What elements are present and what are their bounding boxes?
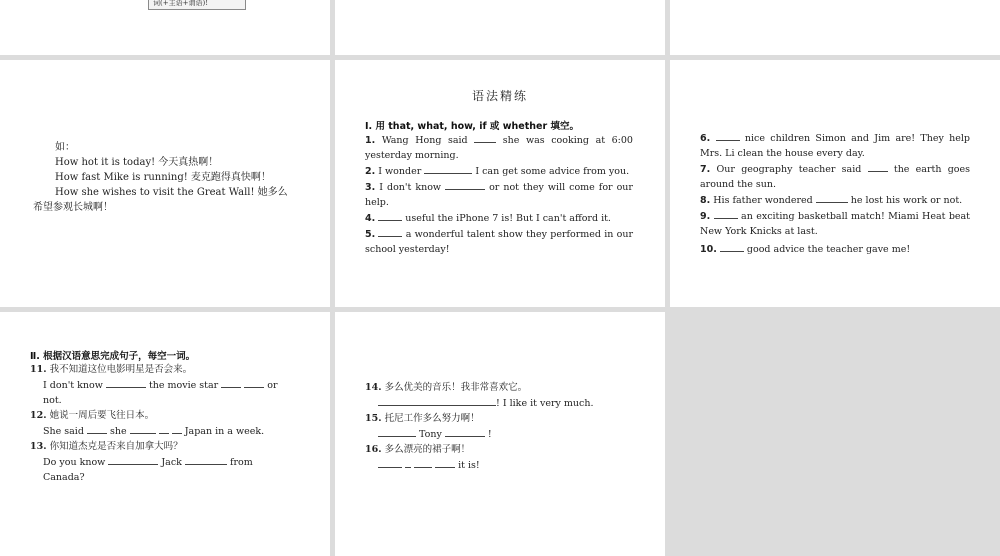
answer-blank[interactable] <box>816 192 848 203</box>
answer-blank[interactable] <box>445 426 485 437</box>
answer-blank[interactable] <box>868 161 888 172</box>
example-line-2: How fast Mike is running! 麦克跑得真快啊！ <box>55 172 271 183</box>
empty-slot <box>670 312 1000 556</box>
example-line-3: How she wishes to visit the Great Wall! 她多么 <box>55 187 288 198</box>
question-4: 4. useful the iPhone 7 is! But I can't afford it. <box>365 210 633 226</box>
answer-blank[interactable] <box>720 241 744 252</box>
question-13: 13. 你知道杰克是否来自加拿大吗？ Do you know Jack from Canada? <box>30 441 253 483</box>
tip-box <box>148 0 246 10</box>
answer-blank[interactable] <box>172 423 182 434</box>
question-7: 7. Our geography teacher said the earth goes around the sun. <box>700 161 970 192</box>
example-line-3-wrap: 希望参观长城啊！ <box>33 202 113 213</box>
question-2: 2. I wonder I can get some advice from you. <box>365 163 633 179</box>
question-list-2 <box>700 130 970 257</box>
answer-blank[interactable] <box>405 457 411 468</box>
example-line-1: How hot it is today! 今天真热啊！ <box>55 157 219 168</box>
answer-blank[interactable] <box>185 454 227 465</box>
answer-blank[interactable] <box>87 423 107 434</box>
answer-blank[interactable] <box>378 457 402 468</box>
slide-translation-1 <box>0 312 330 556</box>
answer-blank[interactable] <box>244 377 264 388</box>
answer-blank[interactable] <box>159 423 169 434</box>
answer-blank[interactable] <box>474 132 496 143</box>
question-14: 14. 多么优美的音乐！我非常喜欢它。 ! I like it very much. <box>365 382 594 409</box>
answer-blank[interactable] <box>435 457 455 468</box>
question-5: 5. a wonderful talent show they performed in our school yesterday! <box>365 226 633 257</box>
question-list-3 <box>30 362 302 485</box>
answer-blank[interactable] <box>106 377 146 388</box>
answer-blank[interactable] <box>714 208 738 219</box>
answer-blank[interactable] <box>378 426 416 437</box>
answer-blank[interactable] <box>108 454 158 465</box>
slide-practice-1 <box>335 60 665 307</box>
slide-practice-2 <box>670 60 1000 307</box>
section-2-heading: Ⅱ. 根据汉语意思完成句子，每空一词。 <box>30 351 196 362</box>
answer-blank[interactable] <box>414 457 432 468</box>
examples-intro: 如： <box>55 142 75 153</box>
answer-blank[interactable] <box>445 179 485 190</box>
answer-blank[interactable] <box>378 395 496 406</box>
page-title: 语法精练 <box>471 89 528 103</box>
question-list-4 <box>365 380 637 473</box>
question-1: 1. Wang Hong said she was cooking at 6:00 yesterday morning. <box>365 132 633 163</box>
question-8: 8. His father wondered he lost his work or not. <box>700 192 970 208</box>
answer-blank[interactable] <box>424 163 472 174</box>
question-list-1 <box>365 132 633 257</box>
answer-blank[interactable] <box>130 423 156 434</box>
answer-blank[interactable] <box>378 210 402 221</box>
slide-examples <box>0 60 330 307</box>
slide-2 <box>335 0 665 55</box>
answer-blank[interactable] <box>221 377 241 388</box>
question-11: 11. 我不知道这位电影明星是否会来。 I don't know the movie star or not. <box>30 364 278 406</box>
tip-text: 词(+主语+谓语)! <box>153 0 209 7</box>
slide-1 <box>0 0 330 55</box>
question-15: 15. 托尼工作多么努力啊！ Tony ! <box>365 413 492 440</box>
slide-3 <box>670 0 1000 55</box>
slide-translation-2 <box>335 312 665 556</box>
question-9: 9. an exciting basketball match! Miami Heat beat New York Knicks at last. <box>700 208 970 239</box>
section-1-heading: Ⅰ. 用 that, what, how, if 或 whether 填空。 <box>365 121 579 132</box>
examples-block <box>33 140 308 215</box>
question-10: 10. good advice the teacher gave me! <box>700 241 970 257</box>
question-6: 6. nice children Simon and Jim are! They help Mrs. Li clean the house every day. <box>700 130 970 161</box>
question-16: 16. 多么漂亮的裙子啊！ it is! <box>365 444 480 471</box>
question-12: 12. 她说一周后要飞往日本。 She said she Japan in a week. <box>30 410 265 437</box>
question-3: 3. I don't know or not they will come for our help. <box>365 179 633 210</box>
answer-blank[interactable] <box>716 130 740 141</box>
answer-blank[interactable] <box>378 226 402 237</box>
